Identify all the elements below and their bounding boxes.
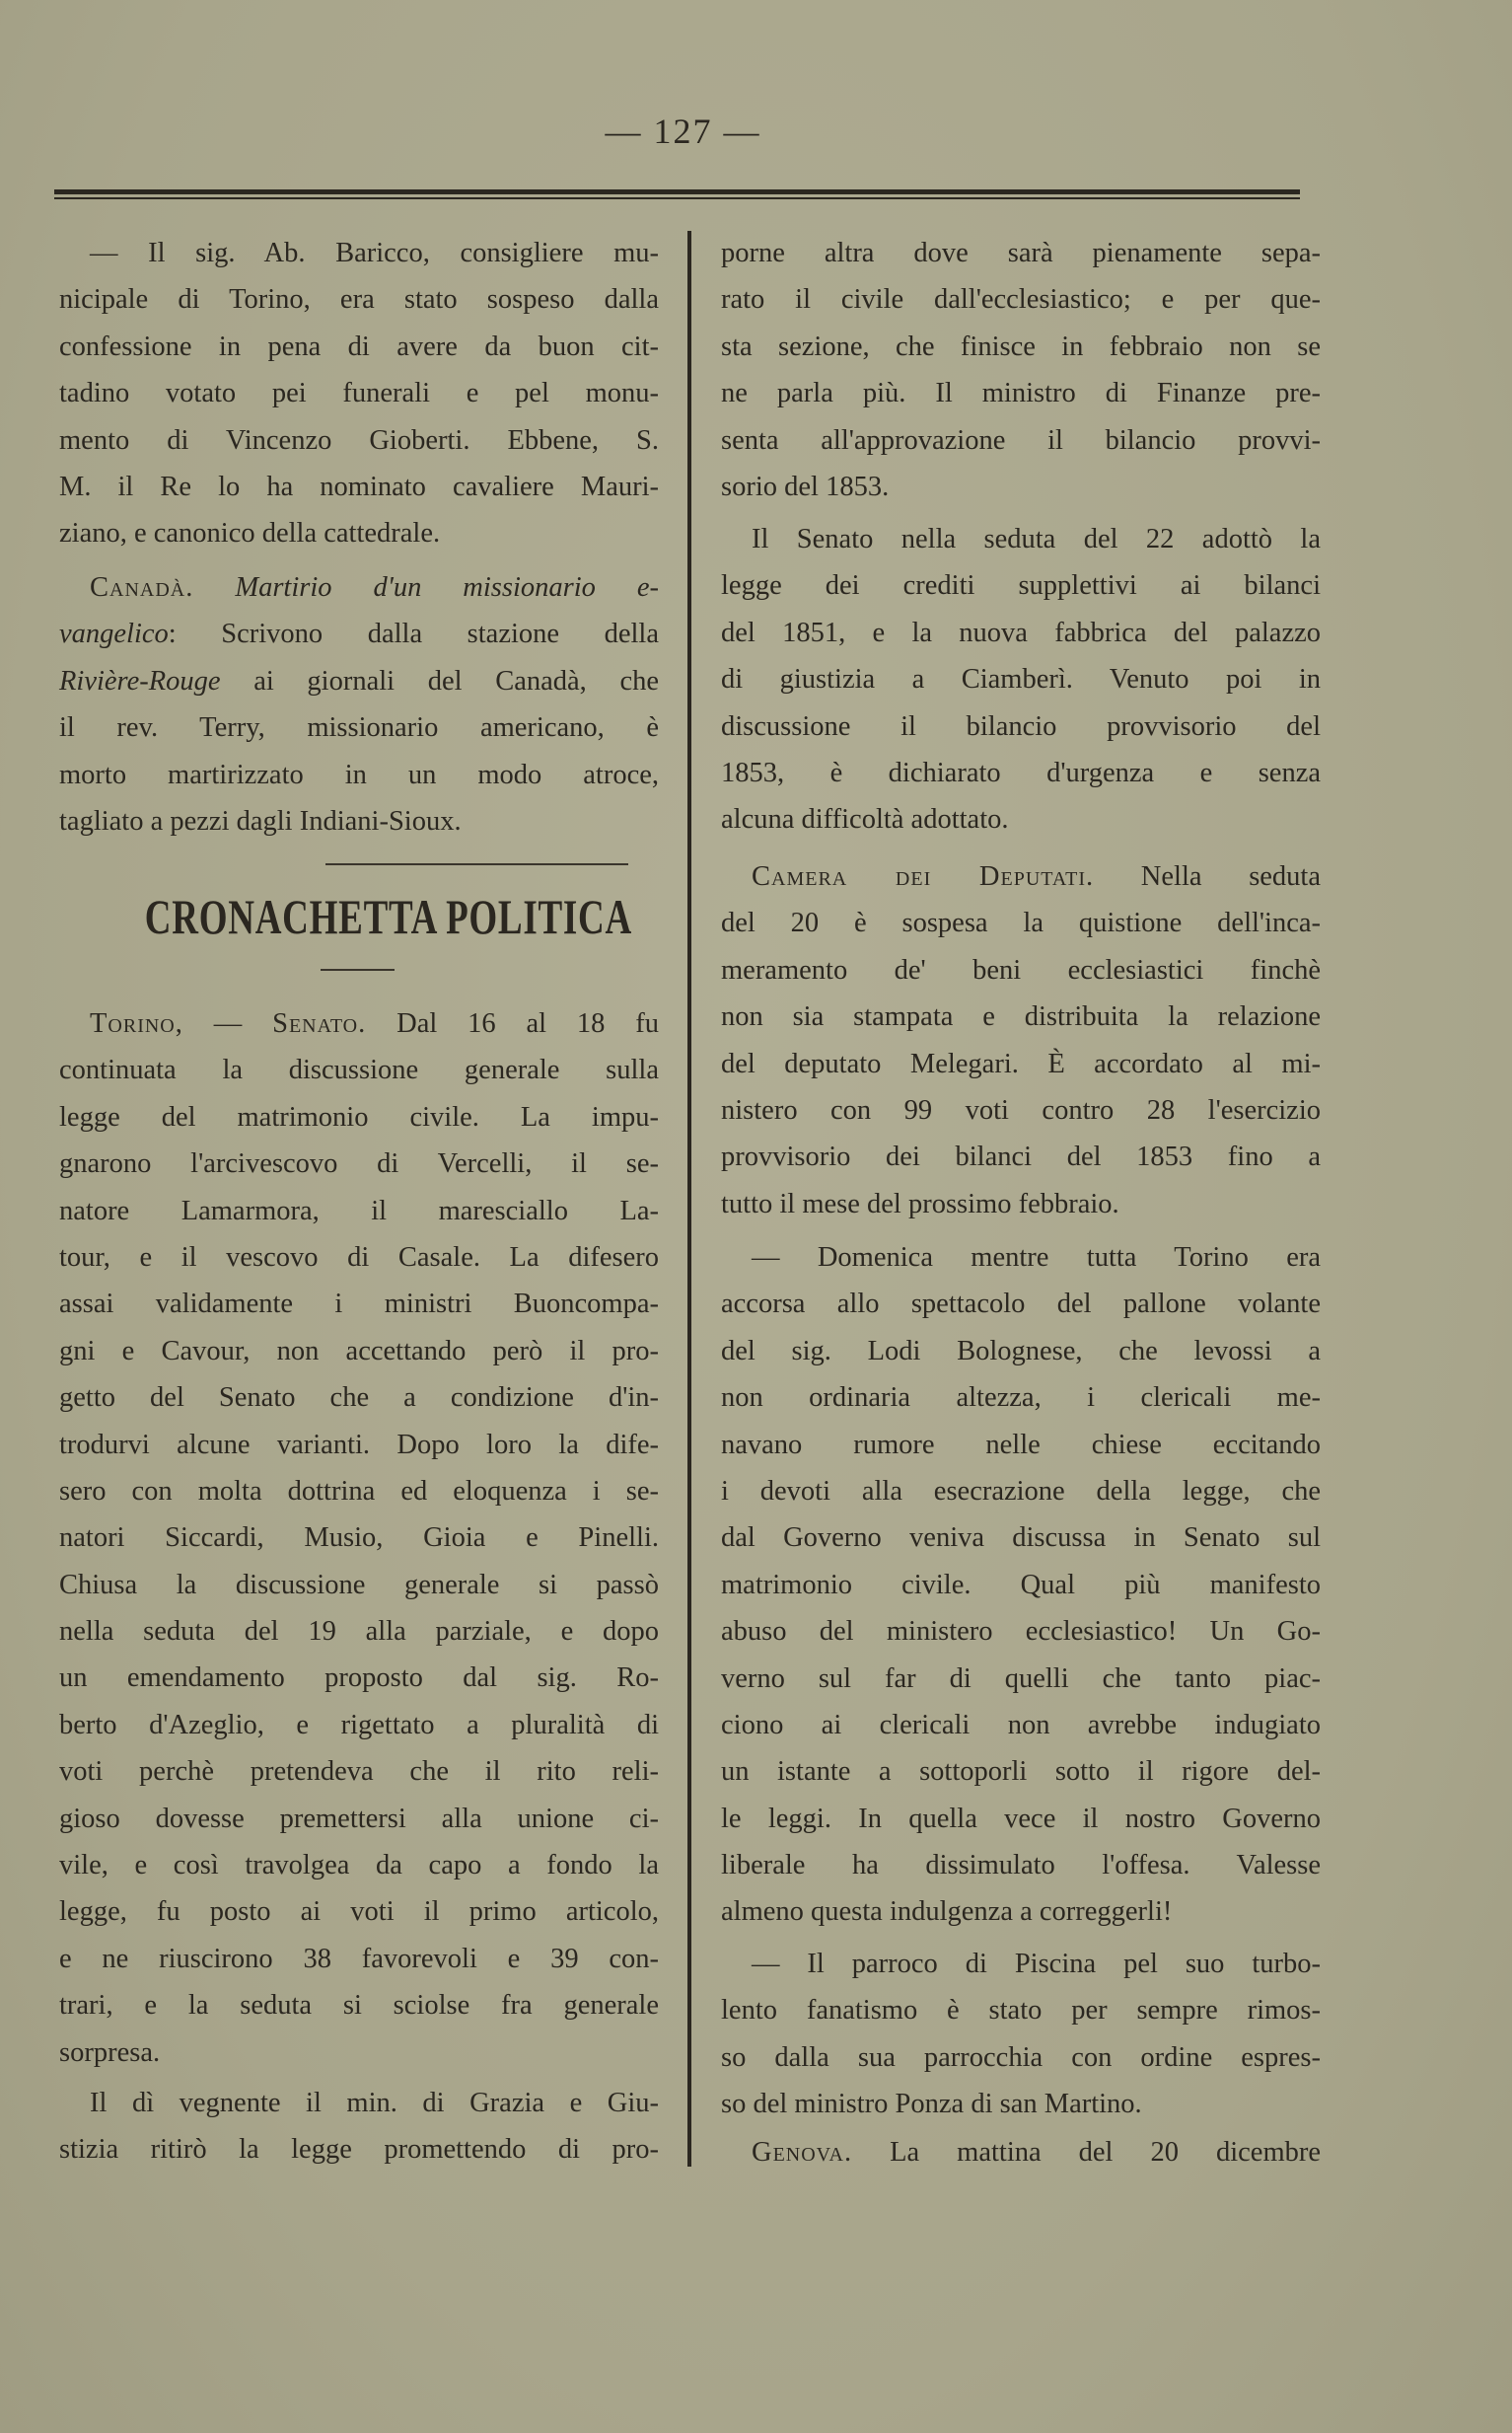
section-label: Camera dei Deputati. — [752, 861, 1095, 892]
text-line: i devoti alla esecrazione della legge, che — [721, 1475, 1321, 1507]
paragraph — [721, 1941, 1321, 2128]
text-line — [59, 658, 659, 704]
text-line: ciono ai clericali non avrebbe indugiato — [721, 1709, 1321, 1740]
text-line: nella seduta del 19 alla parziale, e dopo — [59, 1616, 659, 1648]
text-line: nistero con 99 voti contro 28 l'esercizio — [721, 1094, 1321, 1126]
text-line — [721, 2129, 1321, 2175]
text-line: getto del Senato che a condizione d'in- — [59, 1382, 659, 1414]
text-line: gioso dovesse premettersi alla unione ci- — [59, 1803, 659, 1834]
text-line: non ordinaria altezza, i clericali me- — [721, 1382, 1321, 1414]
text-line: gnarono l'arcivescovo di Vercelli, il se- — [59, 1148, 659, 1180]
text-line: legge del matrimonio civile. La impu- — [59, 1101, 659, 1133]
text-line: M. il Re lo ha nominato cavaliere Mauri- — [59, 471, 659, 502]
text-line: il rev. Terry, missionario americano, è — [59, 712, 659, 744]
text-line: almeno questa indulgenza a correggerli! — [721, 1896, 1173, 1928]
text-line: ne parla più. Il ministro di Finanze pre- — [721, 378, 1321, 409]
text-span: Nella seduta — [1094, 861, 1322, 892]
text-line: so dalla sua parrocchia con ordine espres- — [721, 2041, 1321, 2073]
paragraph — [721, 230, 1321, 510]
text-line: liberale ha dissimulato l'offesa. Valesse — [721, 1850, 1321, 1881]
text-line: discussione il bilancio provvisorio del — [721, 710, 1321, 742]
text-line: di giustizia a Ciamberì. Venuto poi in — [721, 664, 1321, 696]
text-line — [59, 611, 659, 657]
text-line: Il Senato nella seduta del 22 adottò la — [752, 524, 1321, 554]
text-line: natore Lamarmora, il maresciallo La- — [59, 1195, 659, 1226]
text-line: trodurvi alcune varianti. Dopo loro la dife- — [59, 1429, 659, 1460]
text-line: abuso del ministero ecclesiastico! Un Go- — [721, 1616, 1321, 1648]
column-divider — [687, 231, 691, 2167]
text-line: dal Governo veniva discussa in Senato sul — [721, 1522, 1321, 1554]
text-line — [59, 1000, 659, 1047]
section-label: Genova. — [752, 2137, 853, 2168]
text-line: nicipale di Torino, era stato sospeso dalla — [59, 284, 659, 316]
text-line: mento di Vincenzo Gioberti. Ebbene, S. — [59, 424, 659, 456]
text-line: voti perchè pretendeva che il rito reli- — [59, 1756, 659, 1788]
text-line: — Il parroco di Piscina pel suo turbo- — [752, 1949, 1321, 1979]
text-span: ai giornali del Canadà, che — [220, 665, 659, 697]
text-line: rato il civile dall'ecclesiastico; e per que- — [721, 284, 1321, 316]
paragraph — [721, 1234, 1321, 1936]
text-line: so del ministro Ponza di san Martino. — [721, 2089, 1142, 2120]
text-line: confessione in pena di avere da buon cit- — [59, 331, 659, 362]
section-label: Canadà. — [90, 572, 194, 603]
text-line: Il dì vegnente il min. di Grazia e Giu- — [90, 2088, 659, 2118]
text-line: matrimonio civile. Qual più manifesto — [721, 1569, 1321, 1600]
italic-text: Rivière-Rouge — [59, 665, 221, 697]
text-line: le leggi. In quella vece il nostro Governo — [721, 1803, 1321, 1834]
section-heading-text: CRONACHETTA POLITICA — [144, 889, 632, 944]
text-line: sta sezione, che finisce in febbraio non se — [721, 331, 1321, 362]
text-line: legge, fu posto ai voti il primo articolo, — [59, 1896, 659, 1928]
paragraph — [721, 516, 1321, 844]
text-line: accorsa allo spettacolo del pallone volante — [721, 1289, 1321, 1320]
text-line: tour, e il vescovo di Casale. La difesero — [59, 1241, 659, 1273]
text-line: alcuna difficoltà adottato. — [721, 804, 1009, 836]
text-span: — — [182, 1008, 273, 1039]
section-rule-top — [325, 863, 628, 865]
text-line: sero con molta dottrina ed eloquenza i se- — [59, 1475, 659, 1507]
text-line — [59, 564, 659, 611]
text-line: lento fanatismo è stato per sempre rimos- — [721, 1995, 1321, 2027]
text-line: tadino votato pei funerali e pel monu- — [59, 378, 659, 409]
text-span: Dal 16 al 18 fu — [366, 1008, 659, 1039]
text-line: provvisorio dei bilanci del 1853 fino a — [721, 1142, 1321, 1173]
text-span: La mattina del 20 dicembre — [852, 2137, 1321, 2168]
text-line: morto martirizzato in un modo atroce, — [59, 759, 659, 790]
text-line: berto d'Azeglio, e rigettato a pluralità di — [59, 1709, 659, 1740]
italic-text: vangelico — [59, 619, 169, 650]
paragraph — [59, 2080, 659, 2174]
text-line: del 1851, e la nuova fabbrica del palazzo — [721, 617, 1321, 648]
paragraph — [59, 564, 659, 845]
section-rule-bottom — [321, 969, 395, 971]
text-line: — Domenica mentre tutta Torino era — [752, 1242, 1321, 1273]
text-line: natori Siccardi, Musio, Gioia e Pinelli. — [59, 1522, 659, 1554]
section-label: Torino, — [90, 1008, 183, 1039]
paragraph — [59, 230, 659, 557]
text-line: navano rumore nelle chiese eccitando — [721, 1429, 1321, 1460]
text-line: del 20 è sospesa la quistione dell'inca- — [721, 908, 1321, 939]
text-span: : Scrivono dalla stazione della — [168, 619, 659, 650]
text-line: trari, e la seduta si sciolse fra generale — [59, 1990, 659, 2022]
text-line: ziano, e canonico della cattedrale. — [59, 518, 441, 550]
text-line: tagliato a pezzi dagli Indiani-Sioux. — [59, 805, 462, 837]
text-line — [721, 853, 1321, 900]
text-line: assai validamente i ministri Buoncompa- — [59, 1289, 659, 1320]
text-line: e ne riuscirono 38 favorevoli e 39 con- — [59, 1943, 659, 1974]
text-line: continuata la discussione generale sulla — [59, 1055, 659, 1086]
text-line: Chiusa la discussione generale si passò — [59, 1569, 659, 1600]
text-line: non sia stampata e distribuita la relazione — [721, 1001, 1321, 1033]
text-line: gni e Cavour, non accettando però il pro- — [59, 1335, 659, 1366]
text-line: — Il sig. Ab. Baricco, consigliere mu- — [90, 238, 659, 268]
paragraph — [59, 1000, 659, 2076]
text-line: senta all'approvazione il bilancio provvi- — [721, 424, 1321, 456]
text-line: del deputato Melegari. È accordato al mi- — [721, 1048, 1321, 1079]
text-line: 1853, è dichiarato d'urgenza e senza — [721, 757, 1321, 788]
text-line: sorio del 1853. — [721, 471, 890, 502]
text-line: porne altra dove sarà pienamente sepa- — [721, 238, 1321, 268]
text-line: stizia ritirò la legge promettendo di pro- — [59, 2134, 659, 2166]
paragraph — [721, 2129, 1321, 2175]
section-heading — [59, 888, 659, 945]
left-column — [59, 0, 659, 2433]
text-line: un istante a sottoporli sotto il rigore del- — [721, 1756, 1321, 1788]
text-line: verno sul far di quelli che tanto piac- — [721, 1662, 1321, 1694]
text-line: legge dei crediti supplettivi ai bilanci — [721, 570, 1321, 602]
right-column — [721, 0, 1321, 2433]
text-line: vile, e così travolgea da capo a fondo la — [59, 1850, 659, 1881]
text-line: del sig. Lodi Bolognese, che levossi a — [721, 1335, 1321, 1366]
text-line: sorpresa. — [59, 2036, 161, 2068]
section-label: Senato. — [272, 1008, 367, 1039]
text-line: un emendamento proposto dal sig. Ro- — [59, 1662, 659, 1694]
italic-text: Martirio d'un missionario e- — [235, 572, 659, 603]
text-line: tutto il mese del prossimo febbraio. — [721, 1188, 1119, 1219]
page-number: — 127 — — [605, 111, 761, 151]
text-line: meramento de' beni ecclesiastici finchè — [721, 954, 1321, 986]
text-span — [193, 572, 235, 603]
paragraph — [721, 853, 1321, 1227]
